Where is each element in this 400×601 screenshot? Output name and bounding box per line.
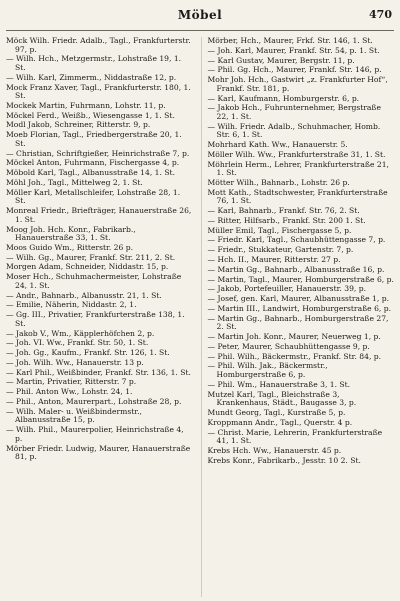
directory-entry: Mock Franz Xaver, Tagl., Frankfurterstr. 180, 1. St. <box>6 82 191 101</box>
directory-entry: Möhrlein Herm., Lehrer, Frankfurterstraße 21, 1. St. <box>207 159 389 178</box>
page-title: Möbel <box>177 8 223 22</box>
directory-entry: — Martin, Tagl., Maurer, Homburgerstraße 6, p. <box>207 274 394 284</box>
directory-entry: Kroppmann Andr., Tagl., Querstr. 4 p. <box>207 417 353 427</box>
directory-entry: Mundt Georg, Tagl., Kurstraße 5, p. <box>207 407 346 417</box>
directory-columns <box>6 37 394 597</box>
directory-entry: Morgen Adam, Schneider, Niddastr. 15, p. <box>6 262 169 272</box>
directory-entry: Möller Wilh. Ww., Frankfurterstraße 31, 1. St. <box>207 149 386 159</box>
right-column <box>201 37 395 597</box>
page-number: 470 <box>369 8 392 21</box>
directory-entry: — Wilh. Karl, Zimmerm., Niddastraße 12, p. <box>6 72 177 82</box>
directory-entry: Mutzel Karl, Tagl., Bleichstraße 3, Krankenhaus, Städt., Baugasse 3, p. <box>207 389 357 408</box>
directory-entry: — Martin Gg., Bahnarb., Homburgerstraße 27, 2. St. <box>207 313 389 332</box>
directory-entry: — Andr., Bahnarb., Albanusstr. 21, 1. St. <box>6 290 162 300</box>
directory-entry: Krebs Konr., Fabrikarb., Jesstr. 10 2. St. <box>207 455 361 465</box>
directory-entry: — Joh. Wilh. Ww., Hanauerstr. 13 p. <box>6 357 144 367</box>
directory-entry: Möckel Ferd., Weißb., Wiesengasse 1, 1. St. <box>6 110 175 120</box>
directory-entry: — Jakob, Portefeuiller, Hanauerstr. 39, p. <box>207 284 367 294</box>
directory-entry: — Martin III., Landwirt, Homburgerstraße 6, p. <box>207 303 392 313</box>
directory-entry: — Karl Phil., Weißbinder, Frankf. Str. 136, 1. St. <box>6 367 191 377</box>
directory-entry: — Phil. Anton Ww., Lohstr. 24, 1. <box>6 387 133 397</box>
directory-entry: — Friedr. Karl, Tagl., Schaubhüttengasse 7, p. <box>207 235 386 245</box>
directory-entry: — Wilh. Gg., Maurer, Frankf. Str. 211, 2. St. <box>6 252 176 262</box>
directory-entry: — Peter, Maurer, Schaubhüttengasse 9, p. <box>207 341 370 351</box>
directory-entry: — Ritter, Hilfsarb., Frankf. Str. 200 1. St. <box>207 215 366 225</box>
directory-entry: — Phil. Wilh. Jak., Bäckermstr., Homburgerstraße 6, p. <box>207 361 328 380</box>
directory-entry: — Karl, Kaufmann, Homburgerstr. 6, p. <box>207 93 360 103</box>
directory-entry: Mohrhard Kath. Ww., Hanauerstr. 5. <box>207 140 348 150</box>
directory-entry: Mott Kath., Stadtschwester, Frankfurterstraße 76, 1. St. <box>207 187 388 206</box>
directory-entry: — Emilie, Näherin, Niddastr. 2, 1. <box>6 300 137 310</box>
left-column <box>6 37 193 597</box>
directory-entry: — Phil. Wm., Hanauerstraße 3, 1. St. <box>207 379 351 389</box>
directory-entry: Mörber Friedr. Ludwig, Maurer, Hanauerstraße 81, p. <box>6 443 191 462</box>
directory-entry: — Joh. VI. Ww., Frankf. Str. 50, 1. St. <box>6 338 149 348</box>
directory-entry: Möbold Karl, Tagl., Albanusstraße 14, 1. St. <box>6 168 175 178</box>
directory-entry: Mockek Martin, Fuhrmann, Lohstr. 11, p. <box>6 100 166 110</box>
directory-entry: Moser Hch., Schuhmachermeister, Lohstraße 24, 1. St. <box>6 272 182 290</box>
directory-entry: — Christian, Schriftgießer, Heinrichstraße 7, p. <box>6 148 190 158</box>
directory-entry: — Wilh. Friedr. Adalb., Schuhmacher, Homb. Str. 6, 1. St. <box>207 121 381 140</box>
directory-entry: — Karl Gustav, Maurer, Bergstr. 11, p. <box>207 55 355 65</box>
directory-entry: — Josef, gen. Karl, Maurer, Albanusstraße 1, p. <box>207 294 389 304</box>
directory-entry: Krebs Hch. Ww., Hanauerstr. 45 p. <box>207 445 342 455</box>
directory-entry: Modl Jakob, Schreiner, Ritterstr. 9, p. <box>6 120 151 130</box>
directory-entry: Müller Emil, Tagl., Fischergasse 5, p. <box>207 225 352 235</box>
directory-entry: — Christ. Marie, Lehrerin, Frankfurterstraße 41, 1. St. <box>207 427 383 446</box>
directory-entry: Monreal Friedr., Briefträger, Hanauerstraße 26, 1. St. <box>6 206 192 224</box>
directory-entry: — Wilh. Maler- u. Weißbindermstr., Albanusstraße 15, p. <box>6 406 142 425</box>
directory-entry: — Karl, Bahnarb., Frankf. Str. 76, 2. St. <box>207 206 360 216</box>
directory-entry: Möckel Anton, Fuhrmann, Fischergasse 4, p. <box>6 158 180 168</box>
page-header <box>6 4 394 31</box>
directory-entry: — Phil. Wilh., Bäckermstr., Frankf. Str. 84, p. <box>207 351 382 361</box>
directory-entry: — Wilh. Hch., Metzgermstr., Lohstraße 19, 1. St. <box>6 54 182 72</box>
directory-entry: — Hch. II., Maurer, Ritterstr. 27 p. <box>207 255 341 265</box>
directory-entry: — Joh. Gg., Kaufm., Frankf. Str. 126, 1. St. <box>6 348 170 358</box>
directory-entry: Mörber, Hch., Maurer, Frkf. Str. 146, 1. St. <box>207 37 373 45</box>
directory-entry: Möller Karl, Metallschleifer, Lohstraße 28, 1. St. <box>6 187 181 206</box>
directory-entry: — Jakob Hch., Fuhrunternehmer, Bergstraße 22, 1. St. <box>207 103 382 121</box>
directory-entry: — Joh. Karl, Maurer, Frankf. Str. 54, p. 1. St. <box>207 45 380 55</box>
directory-entry: Moog Joh. Hch. Konr., Fabrikarb., Hanauerstraße 33, 1. St. <box>6 224 136 243</box>
directory-entry: Mötter Wilh., Bahnarb., Lohstr. 26 p. <box>207 177 350 187</box>
directory-entry: — Martin Joh. Konr., Maurer, Neuerweg 1, p. <box>207 332 381 342</box>
directory-entry: — Martin Gg., Bahnarb., Albanusstraße 16, p. <box>207 264 385 274</box>
directory-entry: — Wilh. Phil., Maurerpolier, Heinrichstraße 4, p. <box>6 425 184 443</box>
directory-entry: Möck Wilh. Friedr. Adalb., Tagl., Frankfurterstr. 97, p. <box>6 37 191 54</box>
directory-entry: Moeb Florian, Tagl., Friedbergerstraße 20, 1. St. <box>6 130 182 148</box>
directory-entry: — Gg. III., Privatier, Frankfurterstraße 138, 1. St. <box>6 310 185 328</box>
directory-entry: — Friedr., Stukkateur, Gartenstr. 7, p. <box>207 245 354 255</box>
directory-entry: Möhl Joh., Tagl., Mittelweg 2, 1. St. <box>6 177 143 187</box>
directory-entry: — Phil., Anton, Maurerpart., Lohstraße 28, p. <box>6 397 182 406</box>
directory-entry: — Martin, Privatier, Ritterstr. 7 p. <box>6 377 137 387</box>
directory-entry: Mohr Joh. Hch., Gastwirt „z. Frankfurter Hof“, Frankf. Str. 181, p. <box>207 75 388 93</box>
directory-entry: — Phil. Gg. Hch., Maurer, Frankf. Str. 146, p. <box>207 65 382 75</box>
directory-entry: Moos Guido Wm., Ritterstr. 26 p. <box>6 242 134 252</box>
directory-entry: — Jakob V., Wm., Käpplerhöfchen 2, p. <box>6 328 155 338</box>
